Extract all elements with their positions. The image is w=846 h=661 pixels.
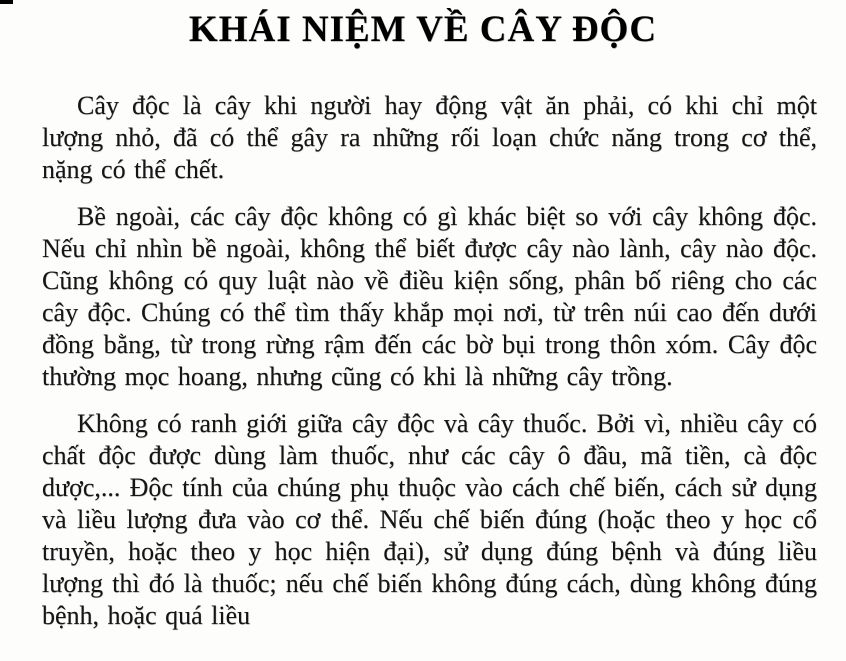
paragraph-definition: Cây độc là cây khi người hay động vật ăn phải, có khi chỉ một lượng nhỏ, đã có thể gây ra những rối loạn chức năng trong cơ thể, nặng có thể chết. — [42, 91, 817, 184]
page-title: KHÁI NIỆM VỀ CÂY ĐỘC — [188, 9, 658, 50]
scan-artifact — [0, 0, 13, 4]
paragraph-poison-vs-medicine: Không có ranh giới giữa cây độc và cây thuốc. Bởi vì, nhiều cây có chất độc được dùng làm thuốc, như các cây ô đầu, mã tiền, cà độc dược,... Độc tính của chúng phụ thuộc vào cách chế biến, cách sử dụng và liều lượng đưa vào cơ thể. Nếu chế biến đúng (hoặc theo y học cổ truyền, hoặc theo y học hiện đại), sử dụng đúng bệnh và đúng liều lượng thì đó là thuốc; nếu chế biến không đúng cách, dùng không đúng bệnh, hoặc quá liều — [42, 409, 817, 630]
paragraph-appearance: Bề ngoài, các cây độc không có gì khác biệt so với cây không độc. Nếu chỉ nhìn bề ngoài, không thể biết được cây nào lành, cây nào độc. Cũng không có quy luật nào về điều kiện sống, phân bố riêng cho các cây độc. Chúng có thể tìm thấy khắp mọi nơi, từ trên núi cao đến dưới đồng bằng, từ trong rừng rậm đến các bờ bụi trong thôn xóm. Cây độc thường mọc hoang, nhưng cũng có khi là những cây trồng. — [42, 202, 817, 391]
document-body — [42, 90, 817, 632]
